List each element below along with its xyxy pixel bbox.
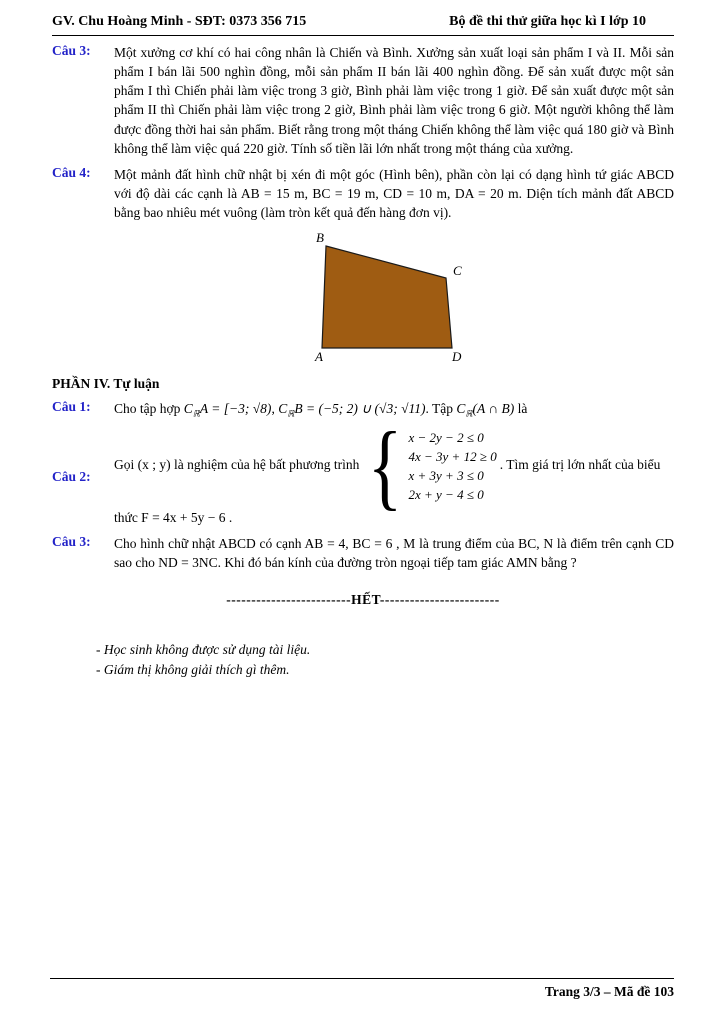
cau1-a-expr: A = [−3; √8) — [199, 401, 272, 417]
cau1-c1: C — [183, 401, 193, 417]
question-label: Câu 4: — [52, 164, 91, 180]
inequality-system — [362, 411, 497, 519]
system-line-4: 2x + y − 4 ≤ 0 — [408, 486, 484, 502]
quadrilateral-abcd-shape — [322, 246, 452, 348]
part4-heading: PHẦN IV. Tự luận — [52, 376, 160, 392]
cau1-mid: . Tập — [425, 401, 457, 417]
page-header — [52, 14, 674, 36]
cau1-outro: là — [514, 401, 528, 417]
land-figure-svg — [314, 232, 482, 364]
question-label: Câu 1: — [52, 399, 91, 415]
system-line-2: 4x − 3y + 12 ≥ 0 — [408, 448, 497, 464]
cau1-sub3: ℝ — [465, 409, 473, 420]
cau2-outro: . Tìm giá trị lớn nhất của biểu — [499, 456, 661, 472]
question-text: Cho hình chữ nhật ABCD có cạnh AB = 4, BC = 6 , M là trung điểm của BC, N là điểm trên cạnh CD sao cho ND = 3NC. Khi đó bán kính của đường tròn ngoại tiếp tam giác AMN bằng ? — [114, 536, 674, 571]
cau1-intersection: (A ∩ B) — [472, 401, 515, 417]
header-exam-title: Bộ đề thi thử giữa học kì I lớp 10 — [449, 14, 646, 29]
vertex-label-a: A — [315, 349, 323, 365]
end-divider: -------------------------HẾT------------------------ — [226, 592, 500, 608]
question-label: Câu 2: — [52, 469, 91, 485]
question-text: Một mảnh đất hình chữ nhật bị xén đi một góc (Hình bên), phần còn lại có dạng hình tứ giác ABCD với độ dài các cạnh là AB = 15 m, BC = 19 m, CD = 10 m, DA = 20 m. Diện tích mảnh đất ABCD bằng bao nhiêu mét vuông (làm tròn kết quả đến hàng đơn vị). — [114, 166, 674, 221]
cau1-intro: Cho tập hợp — [114, 401, 184, 417]
exam-notes — [96, 640, 674, 679]
cau2-continuation: thức F = 4x + 5y − 6 . — [114, 509, 233, 525]
system-lines — [408, 428, 496, 504]
vertex-label-b: B — [316, 232, 324, 246]
question-row-part4-cau3 — [52, 534, 674, 572]
question-row-part3-cau4 — [52, 165, 674, 222]
question-row-part3-cau3 — [52, 43, 674, 158]
cau1-sub2: ℝ — [287, 409, 295, 420]
question-label: Câu 3: — [52, 43, 91, 58]
cau1-set-b — [278, 401, 426, 420]
cau2-intro: Gọi (x ; y) là nghiệm của hệ bất phương trình — [114, 456, 360, 472]
question-row-part4-cau1 — [52, 399, 674, 420]
question-text — [114, 411, 674, 527]
header-teacher-info: GV. Chu Hoàng Minh - SĐT: 0373 356 715 — [52, 14, 307, 29]
vertex-label-c: C — [453, 263, 462, 279]
page-footer — [50, 978, 674, 1000]
question-text: Một xưởng cơ khí có hai công nhân là Chiến và Bình. Xưởng sản xuất loại sản phẩm I và II. Mỗi sản phẩm I bán lãi 500 nghìn đồng, mỗi sản phẩm II bán lãi 400 nghìn đồng. Để sản xuất được một sản phẩm I thì Chiến phải làm việc trong 3 giờ, Bình phải làm việc trong 1 giờ. Để sản xuất được một sản phẩm II thì Chiến phải làm việc trong 2 giờ, Bình phải làm việc trong 6 giờ. Một người không thể làm được đồng thời hai sản phẩm. Biết rằng trong một tháng Chiến không thể làm việc quá 180 giờ và Bình không thể làm việc quá 220 giờ. Tính số tiền lãi lớn nhất trong một tháng của xưởng. — [114, 45, 674, 156]
system-line-1: x − 2y − 2 ≤ 0 — [408, 429, 484, 445]
note-line-2: - Giám thị không giải thích gì thêm. — [96, 661, 290, 677]
cau1-b-expr: B = (−5; 2) ∪ (√3; √11) — [294, 401, 426, 417]
page-number-text: Trang 3/3 – Mã đề 103 — [544, 984, 674, 999]
cau1-set-a — [183, 401, 272, 420]
cau1-complement — [456, 401, 515, 420]
question-label: Câu 3: — [52, 534, 91, 550]
cau1-sub1: ℝ — [192, 409, 200, 420]
question-row-part4-cau2 — [52, 411, 674, 527]
system-line-3: x + 3y + 3 ≤ 0 — [408, 467, 484, 483]
land-figure — [314, 232, 674, 364]
cau1-comma: , — [271, 401, 279, 417]
note-line-1: - Học sinh không được sử dụng tài liệu. — [96, 642, 311, 658]
cau1-c3: C — [456, 401, 466, 417]
vertex-label-d: D — [452, 349, 462, 365]
cau1-c2: C — [278, 401, 288, 417]
system-brace: { — [368, 411, 403, 519]
